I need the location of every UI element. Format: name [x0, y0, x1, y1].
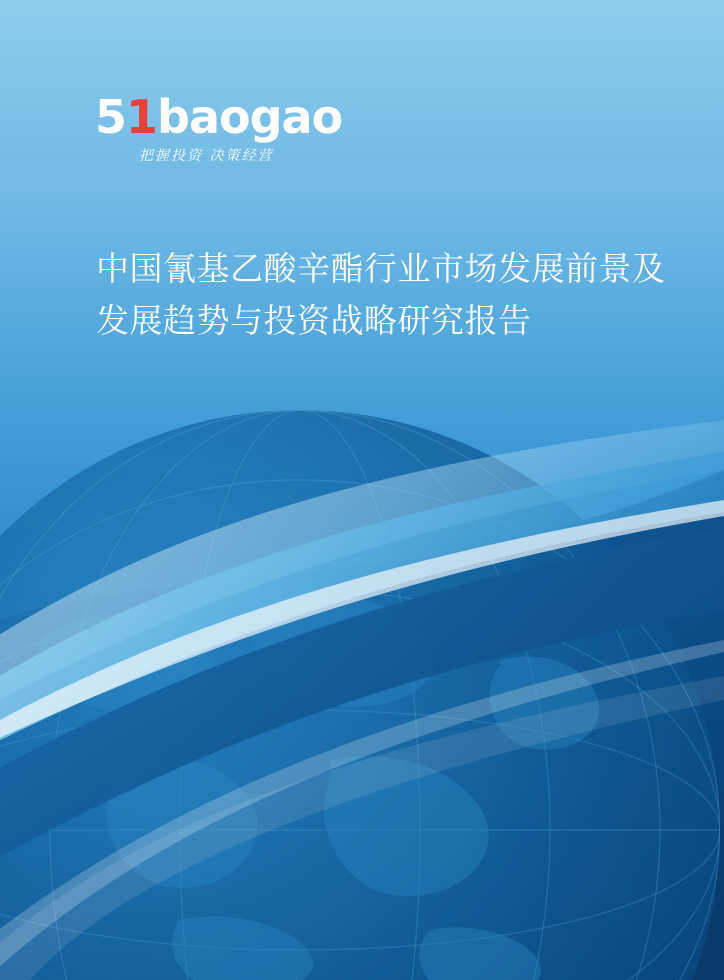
- logo-tagline: 把握投资 决策经营: [139, 148, 274, 164]
- page-title: 中国氰基乙酸辛酯行业市场发展前景及发展趋势与投资战略研究报告: [96, 249, 666, 340]
- logo-word: baogao: [157, 90, 343, 144]
- logo-digit-five: 5: [95, 90, 127, 144]
- brand-logo: [95, 90, 375, 170]
- logo-wordmark: [95, 90, 395, 145]
- logo-digit-one: 1: [126, 90, 158, 144]
